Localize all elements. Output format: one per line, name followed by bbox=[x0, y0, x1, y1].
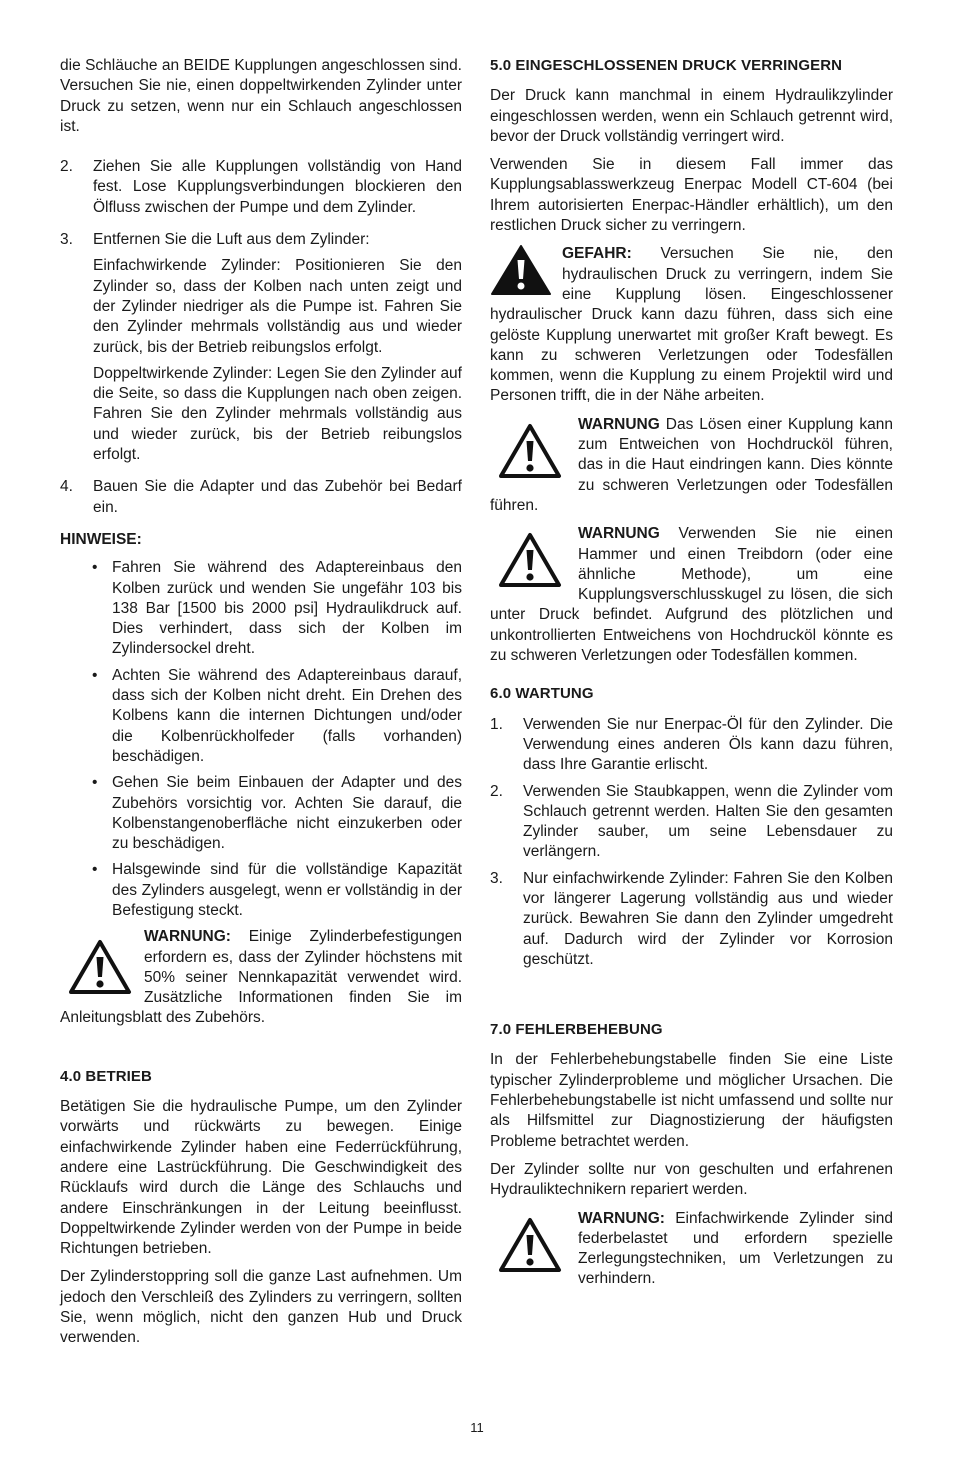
list-item: • Achten Sie während des Adaptereinbaus darauf, dass sich der Kolben nicht dreht. Ein Drehen des Kolbens kann die internen Dichtungen und/oder die Kolbenrückholfeder (falls vorhanden) beschädigen. bbox=[92, 666, 462, 765]
page-number: 11 bbox=[470, 1420, 484, 1435]
list-item: • Gehen Sie beim Einbauen der Adapter und des Zubehörs vorsichtig vor. Achten Sie darauf, die Kolbenstangenoberfläche nicht einzukerben oder zu beschädigen. bbox=[92, 774, 462, 853]
list-item: 1. Verwenden Sie nur Enerpac-Öl für den Zylinder. Die Verwendung eines anderen Öls kann dazu führen, dass Ihre Garantie erlischt. bbox=[490, 715, 893, 774]
warning-triangle-icon bbox=[498, 532, 562, 594]
danger-block: GEFAHR: Versuchen Sie nie, den hydraulischen Druck zu verringern, indem Sie eine Kupplung lösen. Eingeschlossener hydraulischer Druck kann dazu führen, dass sich eine gelöste Kupplung unerwartet mit großer Kraft bewegt. Es kann zu schweren Verletzungen oder Todesfällen kommen, wenn die Kupplung zu einem Projektil wird und Personen trifft, die in der Nähe arbeiten. bbox=[490, 245, 893, 405]
warning-block-spring: WARNUNG: Einfachwirkende Zylinder sind federbelastet und erfordern spezielle Zerlegungstechniken, um Verletzungen zu verhindern. bbox=[490, 1209, 893, 1290]
list-item: • Fahren Sie während des Adaptereinbaus den Kolben zurück und wenden Sie ungefähr 103 bis 138 Bar [1500 bis 2000 psi] Hydraulikdruck auf. Dies verhindert, dass sich der Kolben im Zylindersockel dreht. bbox=[92, 559, 462, 658]
warning-triangle-icon bbox=[498, 1217, 562, 1279]
section-title-fehlerbehebung: 7.0 FEHLERBEHEBUNG bbox=[490, 1021, 663, 1039]
list-item-3: 3. Entfernen Sie die Luft aus dem Zylinder: Einfachwirkende Zylinder: Positionieren Sie den Zylinder so, dass der Kolben nach unten zeigt und der Zylinder niedriger als die Pumpe ist. Fahren Sie den Zylinder mehrmals vollständig aus und wieder zurück, bis der Betrieb reibungslos erfolgt. Doppeltwirkende Zylinder: Legen Sie den Zylinder auf die Seite, so dass die Kupplungen nach oben zeigen. Fahren Sie den Zylinder mehrmals vollständig aus und wieder zurück, bis der Betrieb reibungslos erfolgt. bbox=[60, 231, 462, 464]
section-title-druck: 5.0 EINGESCHLOSSENEN DRUCK VERRINGERN bbox=[490, 57, 843, 74]
notes-list bbox=[92, 558, 462, 921]
warning-block-coupling: WARNUNG Das Lösen einer Kupplung kann zum Entweichen von Hochdrucköl führen, das in die Haut eindringen kann. Dies könnte zu schweren Verletzungen oder Todesfällen führen. bbox=[490, 415, 893, 514]
list-item-4: 4. Bauen Sie die Adapter und das Zubehör bei Bedarf ein. bbox=[60, 478, 462, 516]
danger-triangle-icon bbox=[490, 244, 552, 302]
intro-paragraph: die Schläuche an BEIDE Kupplungen angeschlossen sind. Versuchen Sie nie, einen doppeltwirkenden Zylinder unter Druck zu setzen, wenn nur ein Schlauch angeschlossen ist. bbox=[60, 57, 462, 135]
warning-block-accessory: WARNUNG: Einige Zylinderbefestigungen erfordern es, dass der Zylinder höchstens mit 50% seiner Nennkapazität verwendet wird. Zusätzliche Informationen finden Sie im Anleitungsblatt des Zubehörs. bbox=[60, 928, 462, 1027]
section-title-wartung: 6.0 WARTUNG bbox=[490, 685, 594, 703]
section-title-betrieb: 4.0 BETRIEB bbox=[60, 1067, 152, 1085]
notes-title: HINWEISE: bbox=[60, 530, 142, 548]
list-item: 3. Nur einfachwirkende Zylinder: Fahren Sie den Kolben vor längerer Lagerung vollständig aus und wieder zurück. Bewahren Sie dann den Zylinder umgedreht auf. Dadurch wird der Zylinder vor Korrosion geschützt. bbox=[490, 869, 893, 968]
list-item: • Halsgewinde sind für die vollständige Kapazität des Zylinders ausgelegt, wenn er vollständig in der Befestigung steckt. bbox=[92, 861, 462, 919]
right-column: 5.0 EINGESCHLOSSENEN DRUCK VERRINGERN Der Druck kann manchmal in einem Hydraulikzylinder eingeschlossen werden, wenn ein Schlauch getrennt wird, bevor der Druck vollständig verringert wird. Verwenden Sie in diesem Fall immer das Kupplungsablasswerkzeug Enerpac Modell CT-604 (bei Ihrem autorisierten Enerpac-Händler erhältlich), um den restlichen Druck sicher zu verringern. GEFAHR: Versuchen Sie nie, den hydraulischen Druck zu verringern, indem Sie eine Kupplung lösen. Eingeschlossener hydraulischer Druck kann dazu führen, dass sich eine gelöste Kupplung unerwartet mit großer Kraft bewegt. Es kann zu schweren Verletzungen oder Todesfällen kommen, wenn die Kupplung zu einem Projektil wird und Personen trifft, die in der Nähe arbeiten. WARNUNG Das Lösen einer Kupplung kann zum Entweichen von Hochdrucköl führen, das in die Haut eindringen kann. Dies könnte zu schweren Verletzungen oder Todesfällen führen. WARNUNG Verwenden Sie nie einen Hammer und einen Treibdorn (oder eine ähnliche Methode), um eine Kupplungsverschlusskugel zu lösen, die sich unter Druck befindet. Aufgrund des plötzlichen und unkontrollierten Entweichens von Hochdrucköl könnte es zu schweren Verletzungen oder Todesfällen kommen. 6.0 WARTUNG 1. Verwenden Sie nur Enerpac-Öl für den Zylinder. Die Verwendung eines anderen Öls kann dazu führen, dass Ihre Garantie erlischt. 2. Verwenden Sie Staubkappen, wenn die Zylinder vom Schlauch getrennt werden. Halten Sie den gesamten Zylinder sauber, um seine Lebensdauer zu verlängern. 3. Nur einfachwirkende Zylinder: Fahren Sie den Kolben vor längerer Lagerung vollständig aus und wieder zurück. Bewahren Sie dann den Zylinder umgedreht auf. Dadurch wird der Zylinder vor Korrosion geschützt. 7.0 FEHLERBEHEBUNG In der Fehlerbehebungstabelle finden Sie eine Liste typischer Zylinderprobleme und möglicher Ursachen. Die Fehlerbehebungstabelle ist nicht umfassend und sollte nur als Hilfsmittel zur Diagnostizierung der häufigsten Probleme betrachtet werden. Der Zylinder sollte nur von geschulten und erfahrenen Hydrauliktechnikern repariert werden. WARNUNG: Einfachwirkende Zylinder sind federbelastet und erfordern spezielle Zerlegungstechniken, um Verletzungen zu verhindern. bbox=[490, 56, 893, 1298]
warning-triangle-icon bbox=[68, 939, 132, 1001]
left-column: die Schläuche an BEIDE Kupplungen angeschlossen sind. Versuchen Sie nie, einen doppeltwirkenden Zylinder unter Druck zu setzen, wenn nur ein Schlauch angeschlossen ist. 2. Ziehen Sie alle Kupplungen vollständig von Hand fest. Lose Kupplungsverbindungen blockieren den Ölfluss zwischen der Pumpe und dem Zylinder. 3. Entfernen Sie die Luft aus dem Zylinder: Einfachwirkende Zylinder: Positionieren Sie den Zylinder so, dass der Kolben nach unten zeigt und der Zylinder niedriger als die Pumpe ist. Fahren Sie den Zylinder mehrmals vollständig aus und wieder zurück, bis der Betrieb reibungslos erfolgt. Doppeltwirkende Zylinder: Legen Sie den Zylinder auf die Seite, so dass die Kupplungen nach oben zeigen. Fahren Sie den Zylinder mehrmals vollständig aus und wieder zurück, bis der Betrieb reibungslos erfolgt. 4. Bauen Sie die Adapter und das Zubehör bei Bedarf ein. HINWEISE: • Fahren Sie während des Adaptereinbaus den Kolben zurück und wenden Sie ungefähr 103 bis 138 Bar [1500 bis 2000 psi] Hydraulikdruck auf. Dies verhindert, dass sich der Kolben im Zylindersockel dreht. • Achten Sie während des Adaptereinbaus darauf, dass sich der Kolben nicht dreht. Ein Drehen des Kolbens kann die internen Dichtungen und/oder die Kolbenrückholfeder (falls vorhanden) beschädigen. • Gehen Sie beim Einbauen der Adapter und des Zubehörs vorsichtig vor. Achten Sie darauf, die Kolbenstangenoberfläche nicht einzukerben oder zu beschädigen. • Halsgewinde sind für die vollständige Kapazität des Zylinders ausgelegt, wenn er vollständig in der Befestigung steckt. WARNUNG: Einige Zylinderbefestigungen erfordern es, dass der Zylinder höchstens mit 50% seiner Nennkapazität verwendet wird. Zusätzliche Informationen finden Sie im Anleitungsblatt des Zubehörs. 4.0 BETRIEB Betätigen Sie die hydraulische Pumpe, um den Zylinder vorwärts und rückwärts zu bewegen. Einige einfachwirkende Zylinder haben eine Federrückführung, andere eine Lastrückführung. Die Geschwindigkeit des Rücklaufs wird durch die Länge des Schlauchs und andere Einschränkungen in der Leitung beeinflusst. Doppeltwirkende Zylinder werden von der Pumpe in beide Richtungen betrieben. Der Zylinderstoppring soll die ganze Last aufnehmen. Um jedoch den Verschleiß des Zylinders zu verringern, sollten Sie, wenn möglich, nicht den ganzen Hub und Druck verwenden. bbox=[60, 57, 462, 1347]
list-item-2: 2. Ziehen Sie alle Kupplungen vollständig von Hand fest. Lose Kupplungsverbindungen blockieren den Ölfluss zwischen der Pumpe und dem Zylinder. bbox=[60, 158, 462, 216]
warning-block-hammer: WARNUNG Verwenden Sie nie einen Hammer und einen Treibdorn (oder eine ähnliche Methode), um eine Kupplungsverschlusskugel zu lösen, die sich unter Druck befindet. Aufgrund des plötzlichen und unkontrollierten Entweichens von Hochdrucköl könnte es zu schweren Verletzungen oder Todesfällen kommen. bbox=[490, 525, 893, 665]
list-item: 2. Verwenden Sie Staubkappen, wenn die Zylinder vom Schlauch getrennt werden. Halten Sie den gesamten Zylinder sauber, um seine Lebensdauer zu verlängern. bbox=[490, 782, 893, 861]
warning-triangle-icon bbox=[498, 423, 562, 485]
